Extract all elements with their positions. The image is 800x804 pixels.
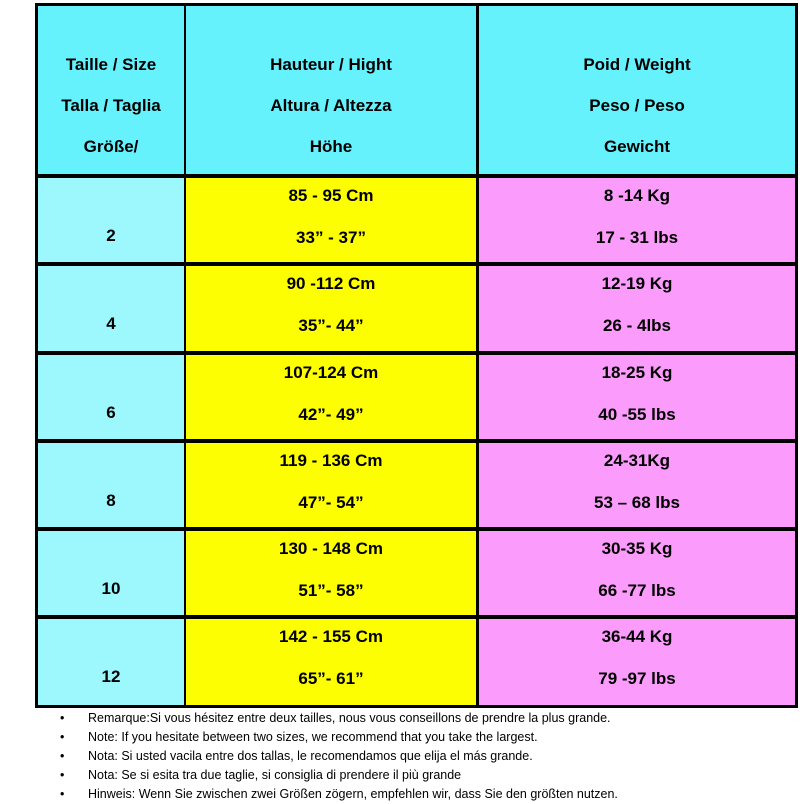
weight-cell xyxy=(479,619,795,705)
height-inch-value: 35”- 44” xyxy=(298,316,364,335)
weight-kg-value: 24-31Kg xyxy=(603,451,671,470)
weight-kg-value: 36-44 Kg xyxy=(601,627,673,646)
size-cell xyxy=(38,178,184,262)
size-cell xyxy=(38,355,184,439)
header-height-label: Altura / Altezza xyxy=(270,96,392,115)
header-height-label: Hauteur / Hight xyxy=(270,55,392,74)
note-text: Nota: Se si esita tra due taglie, si consiglia di prendere il più grande xyxy=(88,768,462,782)
header-size-label: Talla / Taglia xyxy=(61,96,161,115)
height-cell xyxy=(186,619,476,705)
weight-lbs-value: 40 -55 lbs xyxy=(598,405,676,424)
height-cell xyxy=(186,443,476,527)
note-italian xyxy=(60,766,800,785)
note-english xyxy=(60,728,800,747)
height-inch-value: 65”- 61” xyxy=(298,669,364,688)
height-inch-value: 33” - 37” xyxy=(296,228,366,247)
header-weight-cell xyxy=(479,6,795,174)
height-cm-value: 90 -112 Cm xyxy=(286,274,376,293)
height-cm-value: 85 - 95 Cm xyxy=(288,186,374,205)
note-text: Note: If you hesitate between two sizes, we recommend that you take the largest. xyxy=(88,730,538,744)
bullet-icon: • xyxy=(60,730,65,744)
size-value: 12 xyxy=(101,667,121,686)
weight-kg-value: 12-19 Kg xyxy=(601,274,673,293)
weight-kg-value: 8 -14 Kg xyxy=(603,186,671,205)
weight-lbs-value: 66 -77 lbs xyxy=(598,581,676,600)
note-text: Remarque:Si vous hésitez entre deux tailles, nous vous conseillons de prendre la plus grande. xyxy=(88,711,611,725)
size-value: 8 xyxy=(106,491,116,510)
note-spanish xyxy=(60,747,800,766)
height-inch-value: 47”- 54” xyxy=(298,493,364,512)
header-weight-label: Gewicht xyxy=(603,137,671,156)
bullet-icon: • xyxy=(60,711,65,725)
weight-lbs-value: 26 - 4lbs xyxy=(602,316,672,335)
height-inch-value: 51”- 58” xyxy=(298,581,364,600)
header-weight-label: Poid / Weight xyxy=(583,55,691,74)
weight-lbs-value: 79 -97 lbs xyxy=(598,669,676,688)
height-cell xyxy=(186,355,476,439)
bullet-icon: • xyxy=(60,787,65,801)
header-height-cell xyxy=(186,6,476,174)
size-value: 10 xyxy=(101,579,121,598)
height-cell xyxy=(186,178,476,262)
header-weight-label: Peso / Peso xyxy=(589,96,685,115)
note-german xyxy=(60,785,800,804)
size-value: 2 xyxy=(106,226,116,245)
bullet-icon: • xyxy=(60,749,65,763)
size-cell xyxy=(38,531,184,615)
height-inch-value: 42”- 49” xyxy=(298,405,364,424)
height-cm-value: 142 - 155 Cm xyxy=(279,627,383,646)
weight-cell xyxy=(479,178,795,262)
weight-cell xyxy=(479,531,795,615)
weight-cell xyxy=(479,266,795,351)
size-value: 4 xyxy=(106,314,116,333)
height-cell xyxy=(186,531,476,615)
weight-cell xyxy=(479,355,795,439)
notes-list xyxy=(60,709,800,804)
size-cell xyxy=(38,443,184,527)
header-size-label: Größe/ xyxy=(83,137,139,156)
bullet-icon: • xyxy=(60,768,65,782)
size-cell xyxy=(38,619,184,705)
header-height-label: Höhe xyxy=(309,137,353,156)
size-chart-table xyxy=(35,3,798,708)
note-text: Nota: Si usted vacila entre dos tallas, le recomendamos que elija el más grande. xyxy=(88,749,533,763)
weight-cell xyxy=(479,443,795,527)
header-size-cell xyxy=(38,6,184,174)
height-cm-value: 107-124 Cm xyxy=(283,363,379,382)
header-size-label: Taille / Size xyxy=(65,55,157,74)
weight-kg-value: 30-35 Kg xyxy=(601,539,673,558)
note-french xyxy=(60,709,800,728)
size-value: 6 xyxy=(106,403,116,422)
height-cell xyxy=(186,266,476,351)
weight-kg-value: 18-25 Kg xyxy=(601,363,673,382)
weight-lbs-value: 53 – 68 lbs xyxy=(593,493,680,512)
weight-lbs-value: 17 - 31 lbs xyxy=(595,228,679,247)
note-text: Hinweis: Wenn Sie zwischen zwei Größen zögern, empfehlen wir, dass Sie den größten nutzen. xyxy=(88,787,618,801)
height-cm-value: 130 - 148 Cm xyxy=(279,539,383,558)
height-cm-value: 119 - 136 Cm xyxy=(279,451,383,470)
size-cell xyxy=(38,266,184,351)
